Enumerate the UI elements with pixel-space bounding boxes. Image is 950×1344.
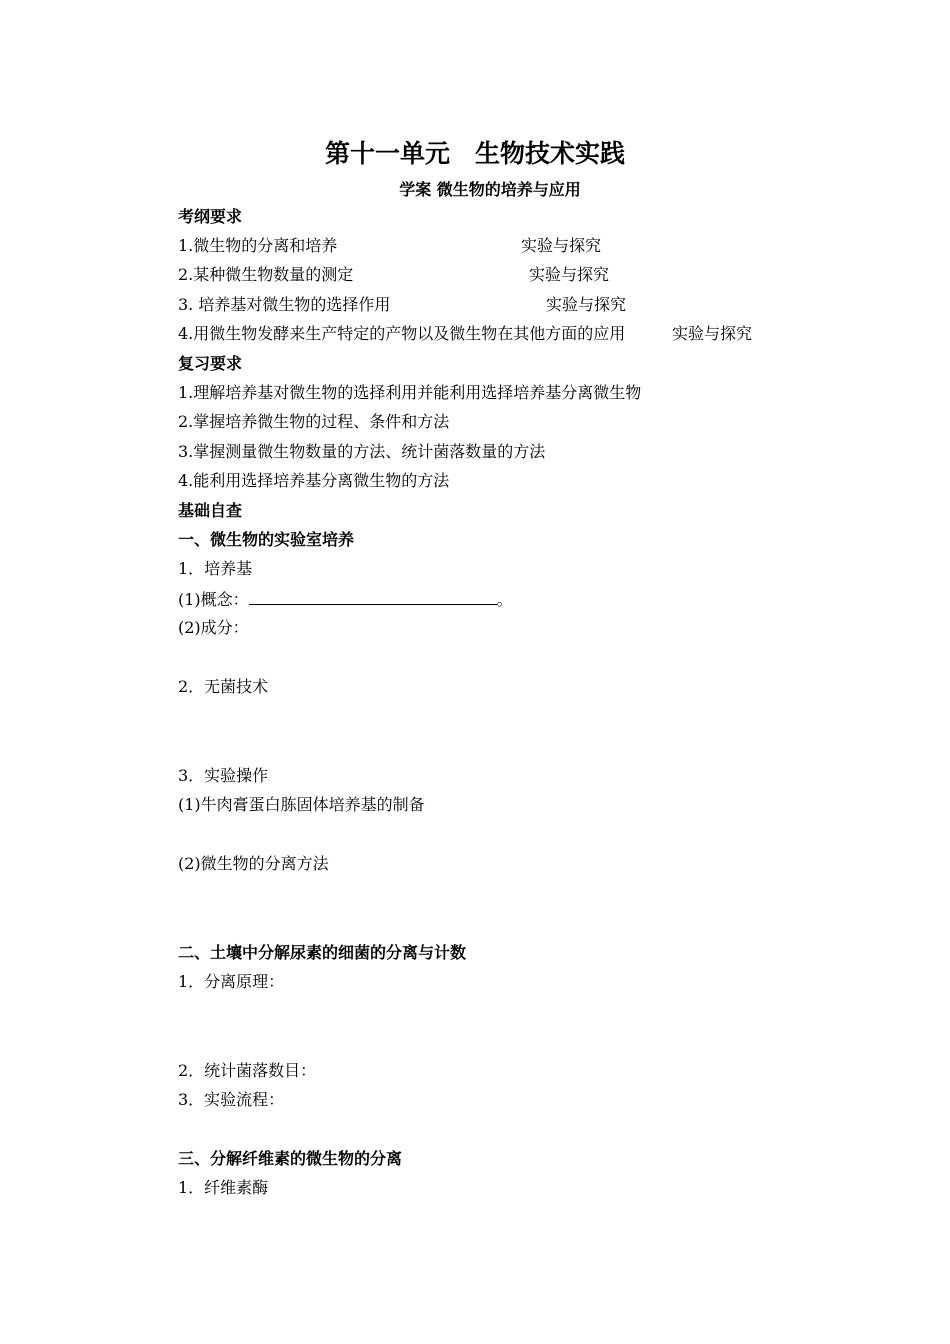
section-heading: 二、土壤中分解尿素的细菌的分离与计数 [178,943,467,962]
review-requirement-item: 3.掌握测量微生物数量的方法、统计菌落数量的方法 [178,442,546,461]
section-item: 3．实验操作 [178,766,269,785]
concept-label: (1)概念： [178,590,249,609]
exam-requirement-item: 2.某种微生物数量的测定 [178,265,354,284]
review-requirement-item: 2.掌握培养微生物的过程、条件和方法 [178,412,450,431]
exam-requirement-level: 实验与探究 [521,236,602,255]
section-item: 1．分离原理： [178,972,285,991]
review-requirement-item: 1.理解培养基对微生物的选择利用并能利用选择培养基分离微生物 [178,383,642,402]
exam-requirement-level: 实验与探究 [529,265,610,284]
concept-end: 。 [496,590,513,609]
exam-requirement-level: 实验与探究 [672,324,753,343]
section-item: 1．培养基 [178,559,253,578]
review-requirements-heading: 复习要求 [178,354,243,373]
composition-line: (2)成分： [178,618,249,637]
section-item: 2．无菌技术 [178,677,269,696]
sub-item: (1)牛肉膏蛋白胨固体培养基的制备 [178,795,425,814]
section-item: 1．纤维素酶 [178,1178,269,1197]
section-item: 2．统计菌落数目： [178,1061,317,1080]
concept-line [178,589,513,610]
exam-requirement-level: 实验与探究 [546,295,627,314]
exam-requirements-heading: 考纲要求 [178,207,243,226]
exam-requirement-item: 3. 培养基对微生物的选择作用 [178,295,391,314]
section-heading: 一、微生物的实验室培养 [178,530,355,549]
page-subtitle: 学案 微生物的培养与应用 [399,180,581,199]
page-title: 第十一单元 生物技术实践 [324,139,625,168]
section-heading: 三、分解纤维素的微生物的分离 [178,1149,403,1168]
review-requirement-item: 4.能利用选择培养基分离微生物的方法 [178,471,450,490]
sub-item: (2)微生物的分离方法 [178,854,329,873]
exam-requirement-item: 1.微生物的分离和培养 [178,236,338,255]
section-item: 3．实验流程： [178,1090,285,1109]
fill-in-blank[interactable] [249,589,497,605]
exam-requirement-item: 4.用微生物发酵来生产特定的产物以及微生物在其他方面的应用 [178,324,626,343]
basics-heading: 基础自查 [178,501,243,520]
